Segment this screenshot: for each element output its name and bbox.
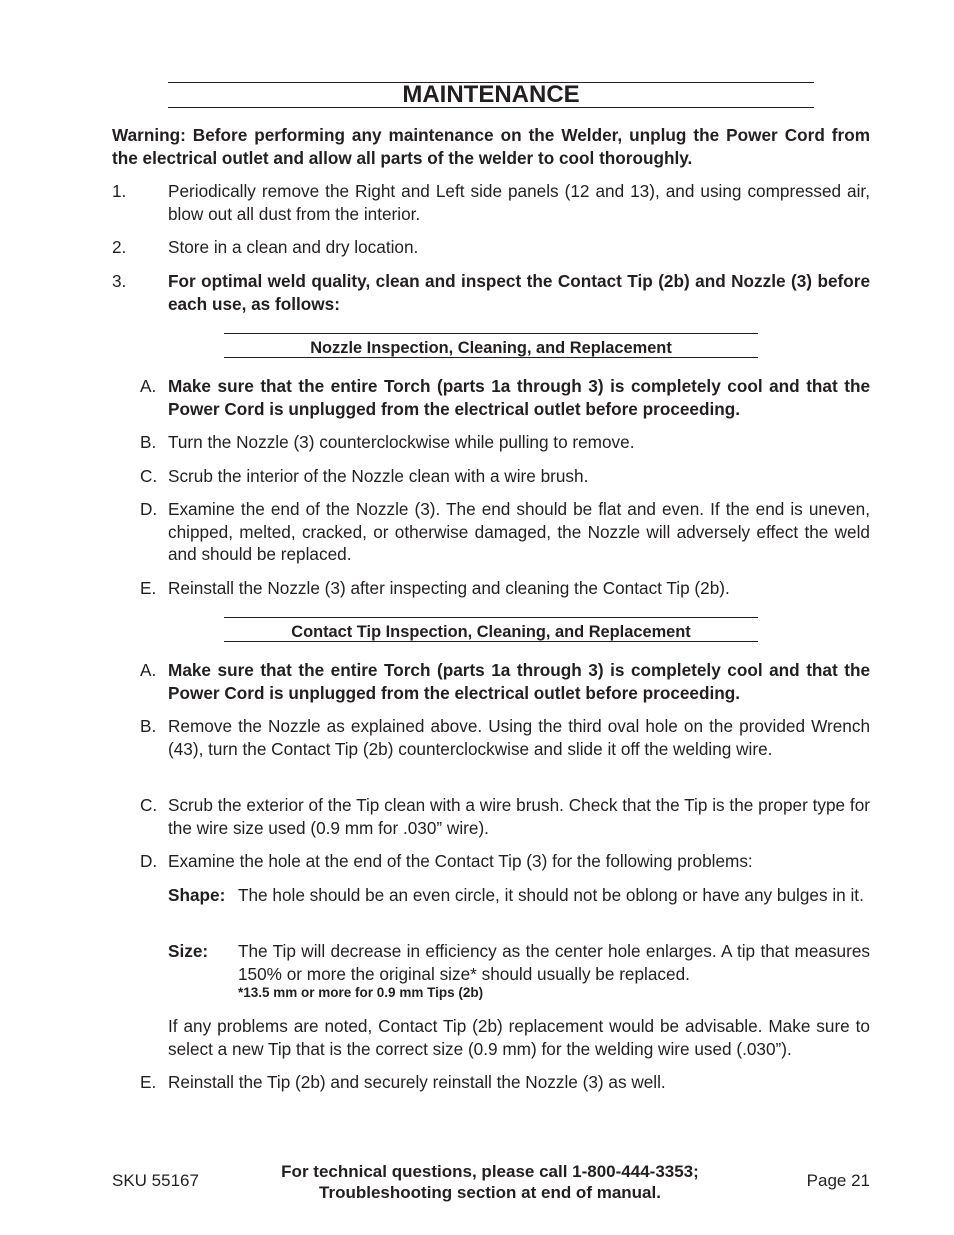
item-text: Make sure that the entire Torch (parts 1a through 3) is completely cool and that the Power Cord is unplugged from the electrical outlet before proceeding. bbox=[168, 660, 870, 703]
item-letter: A. bbox=[140, 660, 157, 680]
item-letter: C. bbox=[140, 795, 158, 815]
warning-text: Warning: Before performing any maintenance on the Welder, unplug the Power Cord from the electrical outlet and allow all parts of the welder to cool thoroughly. bbox=[112, 125, 870, 168]
item-text: Examine the hole at the end of the Contact Tip (3) for the following problems: bbox=[168, 851, 753, 871]
shape-definition: The hole should be an even circle, it should not be oblong or have any bulges in it. bbox=[238, 885, 864, 905]
nozzle-heading: Nozzle Inspection, Cleaning, and Replacement bbox=[310, 339, 672, 357]
item-letter: B. bbox=[140, 716, 157, 736]
item-text: Examine the end of the Nozzle (3). The end should be flat and even. If the end is uneven, chipped, melted, cracked, or otherwise damaged, the Nozzle will adversely effect the weld and should be replaced. bbox=[168, 499, 870, 564]
footer-sku: SKU 55167 bbox=[112, 1171, 199, 1190]
step-number: 2. bbox=[112, 237, 127, 257]
step-number: 3. bbox=[112, 271, 127, 291]
item-text: Scrub the exterior of the Tip clean with a wire brush. Check that the Tip is the proper type for the wire size used (0.9 mm for .030” wire). bbox=[168, 795, 870, 838]
size-term: Size: bbox=[168, 941, 209, 961]
item-letter: C. bbox=[140, 466, 158, 486]
item-letter: E. bbox=[140, 1072, 157, 1092]
item-letter: E. bbox=[140, 578, 157, 598]
step-text: Periodically remove the Right and Left side panels (12 and 13), and using compressed air, blow out all dust from the interior. bbox=[168, 181, 870, 224]
nozzle-heading-rule-bottom bbox=[224, 357, 758, 358]
footer-support-line2: Troubleshooting section at end of manual. bbox=[319, 1183, 661, 1202]
footer-support-line1: For technical questions, please call 1-800-444-3353; bbox=[281, 1162, 699, 1181]
title-rule-bottom bbox=[168, 107, 814, 108]
footer-page-number: Page 21 bbox=[806, 1171, 870, 1190]
item-letter: A. bbox=[140, 376, 157, 396]
replacement-note: If any problems are noted, Contact Tip (2b) replacement would be advisable. Make sure to select a new Tip that is the correct size (0.9 mm) for the welding wire used (.030”). bbox=[168, 1016, 870, 1059]
step-number: 1. bbox=[112, 181, 127, 201]
tip-heading-rule-bottom bbox=[224, 641, 758, 642]
item-text: Make sure that the entire Torch (parts 1a through 3) is completely cool and that the Power Cord is unplugged from the electrical outlet before proceeding. bbox=[168, 376, 870, 419]
tip-heading: Contact Tip Inspection, Cleaning, and Replacement bbox=[291, 623, 691, 641]
nozzle-heading-rule-top bbox=[224, 333, 758, 334]
shape-term: Shape: bbox=[168, 885, 226, 905]
item-text: Reinstall the Tip (2b) and securely reinstall the Nozzle (3) as well. bbox=[168, 1072, 666, 1092]
step-text: For optimal weld quality, clean and inspect the Contact Tip (2b) and Nozzle (3) before each use, as follows: bbox=[168, 271, 870, 314]
item-letter: D. bbox=[140, 499, 158, 519]
step-text: Store in a clean and dry location. bbox=[168, 237, 419, 257]
item-letter: B. bbox=[140, 432, 157, 452]
item-text: Reinstall the Nozzle (3) after inspecting and cleaning the Contact Tip (2b). bbox=[168, 578, 730, 598]
size-definition: The Tip will decrease in efficiency as the center hole enlarges. A tip that measures 150% or more the original size* should usually be replaced. bbox=[238, 941, 870, 984]
item-text: Remove the Nozzle as explained above. Using the third oval hole on the provided Wrench (43), turn the Contact Tip (2b) counterclockwise and slide it off the welding wire. bbox=[168, 716, 870, 759]
item-text: Scrub the interior of the Nozzle clean with a wire brush. bbox=[168, 466, 589, 486]
page-title: MAINTENANCE bbox=[402, 81, 580, 108]
tip-heading-rule-top bbox=[224, 617, 758, 618]
item-letter: D. bbox=[140, 851, 158, 871]
item-text: Turn the Nozzle (3) counterclockwise while pulling to remove. bbox=[168, 432, 635, 452]
size-footnote: *13.5 mm or more for 0.9 mm Tips (2b) bbox=[238, 985, 484, 1000]
